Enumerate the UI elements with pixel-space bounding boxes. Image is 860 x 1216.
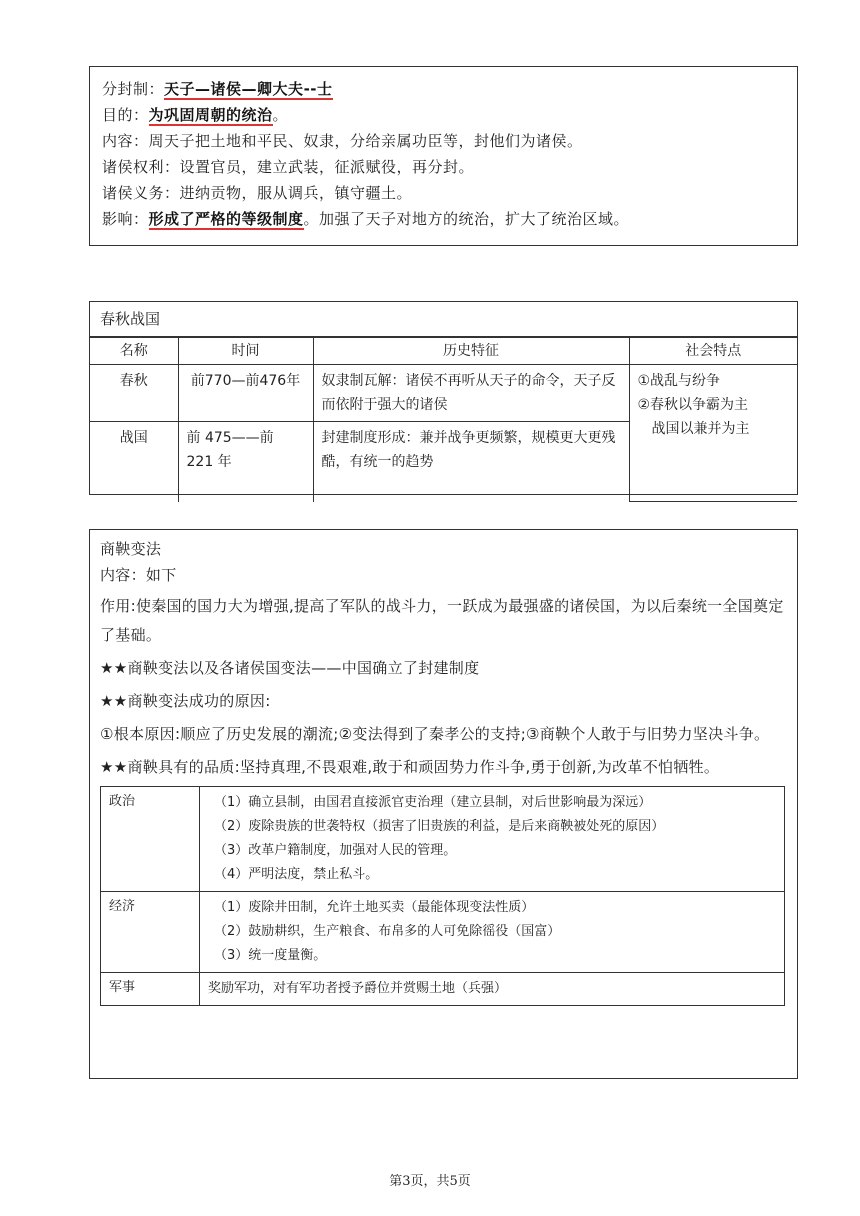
table-row	[101, 973, 785, 1006]
feudal-duties-line: 诸侯义务：进纳贡物，服从调兵，镇守疆土。	[102, 184, 413, 202]
list-item: （2）鼓励耕织，生产粮食、布帛多的人可免除徭役（国富）	[214, 924, 561, 939]
category-items	[200, 973, 785, 1006]
social-features-cell	[629, 365, 797, 502]
list-item: （3）改革户籍制度，加强对人民的管理。	[214, 843, 457, 858]
spring-autumn-warring-states-box	[89, 301, 798, 495]
reform-effect-paragraph: 作用:使秦国的国力大为增强,提高了军队的战斗力，一跃成为最强盛的诸侯国，为以后秦统一全国奠定了基础。	[100, 597, 784, 644]
reform-star-note: ★★商鞅变法成功的原因:	[100, 692, 271, 710]
row-feature: 封建制度形成：兼并战争更频繁，规模更大更残酷，有统一的趋势	[313, 422, 629, 502]
section-title: 春秋战国	[90, 302, 797, 337]
social-item: ②春秋以争霸为主	[637, 397, 749, 413]
page-number: 第3页，共5页	[389, 1174, 471, 1189]
header-time: 时间	[178, 338, 313, 365]
row-feature: 奴隶制瓦解：诸侯不再听从天子的命令，天子反而依附于强大的诸侯	[313, 365, 629, 422]
category-items	[200, 787, 785, 892]
purpose-emphasis: 为巩固周朝的统治	[148, 106, 273, 124]
list-item: （3）统一度量衡。	[214, 948, 327, 963]
header-name: 名称	[90, 338, 178, 365]
impact-emphasis: 形成了严格的等级制度	[148, 210, 304, 228]
list-item: （1）确立县制，由国君直接派官吏治理（建立县制，对后世影响最为深远）	[214, 795, 652, 810]
feudal-purpose-line: 目的：为巩固周朝的统治。	[102, 106, 289, 124]
table-header-row	[90, 338, 797, 365]
list-item: （4）严明法度，禁止私斗。	[214, 867, 379, 882]
category-label: 军事	[101, 973, 200, 1006]
feudal-content-line: 内容：周天子把土地和平民、奴隶，分给亲属功臣等，封他们为诸侯。	[102, 132, 583, 150]
header-feature: 历史特征	[313, 338, 629, 365]
list-item: （1）废除井田制，允许土地买卖（最能体现变法性质）	[214, 900, 535, 915]
category-label: 经济	[101, 892, 200, 973]
category-label: 政治	[101, 787, 200, 892]
reform-qualities-paragraph: ★★商鞅具有的品质:坚持真理,不畏艰难,敢于和顽固势力作斗争,勇于创新,为改革不怕牺牲。	[100, 758, 720, 776]
feudal-hierarchy-line: 分封制：天子—诸侯—卿大夫--士	[102, 80, 333, 98]
social-item: 战国以兼并为主	[651, 421, 750, 437]
periods-table	[90, 337, 797, 502]
hierarchy-emphasis: 天子—诸侯—卿大夫--士	[164, 80, 333, 98]
row-time: 前770—前476年	[178, 365, 313, 422]
social-item: ①战乱与纷争	[637, 373, 721, 389]
reform-reasons-paragraph: ①根本原因:顺应了历史发展的潮流;②变法得到了秦孝公的支持;③商鞅个人敢于与旧势力坚决斗争。	[100, 725, 770, 743]
section-title: 商鞅变法	[100, 540, 162, 558]
category-items	[200, 892, 785, 973]
header-social: 社会特点	[629, 338, 797, 365]
list-item: （2）废除贵族的世袭特权（损害了旧贵族的利益，是后来商鞅被处死的原因）	[214, 819, 665, 834]
reform-content-line: 内容：如下	[100, 566, 177, 584]
list-item: 奖励军功，对有军功者授予爵位并赏赐土地（兵强）	[208, 981, 508, 996]
reform-measures-table	[100, 786, 785, 1006]
table-row	[101, 892, 785, 973]
row-name: 战国	[90, 422, 178, 502]
shang-yang-reform-box	[89, 529, 798, 1079]
feudal-impact-line: 影响：形成了严格的等级制度。加强了天子对地方的统治，扩大了统治区域。	[102, 210, 630, 228]
table-row	[90, 365, 797, 422]
row-time: 前 475——前 221 年	[178, 422, 313, 502]
row-name: 春秋	[90, 365, 178, 422]
feudal-system-box	[89, 66, 798, 246]
table-row	[101, 787, 785, 892]
feudal-rights-line: 诸侯权利：设置官员，建立武装，征派赋役，再分封。	[102, 158, 475, 176]
reform-star-note: ★★商鞅变法以及各诸侯国变法——中国确立了封建制度	[100, 659, 480, 677]
